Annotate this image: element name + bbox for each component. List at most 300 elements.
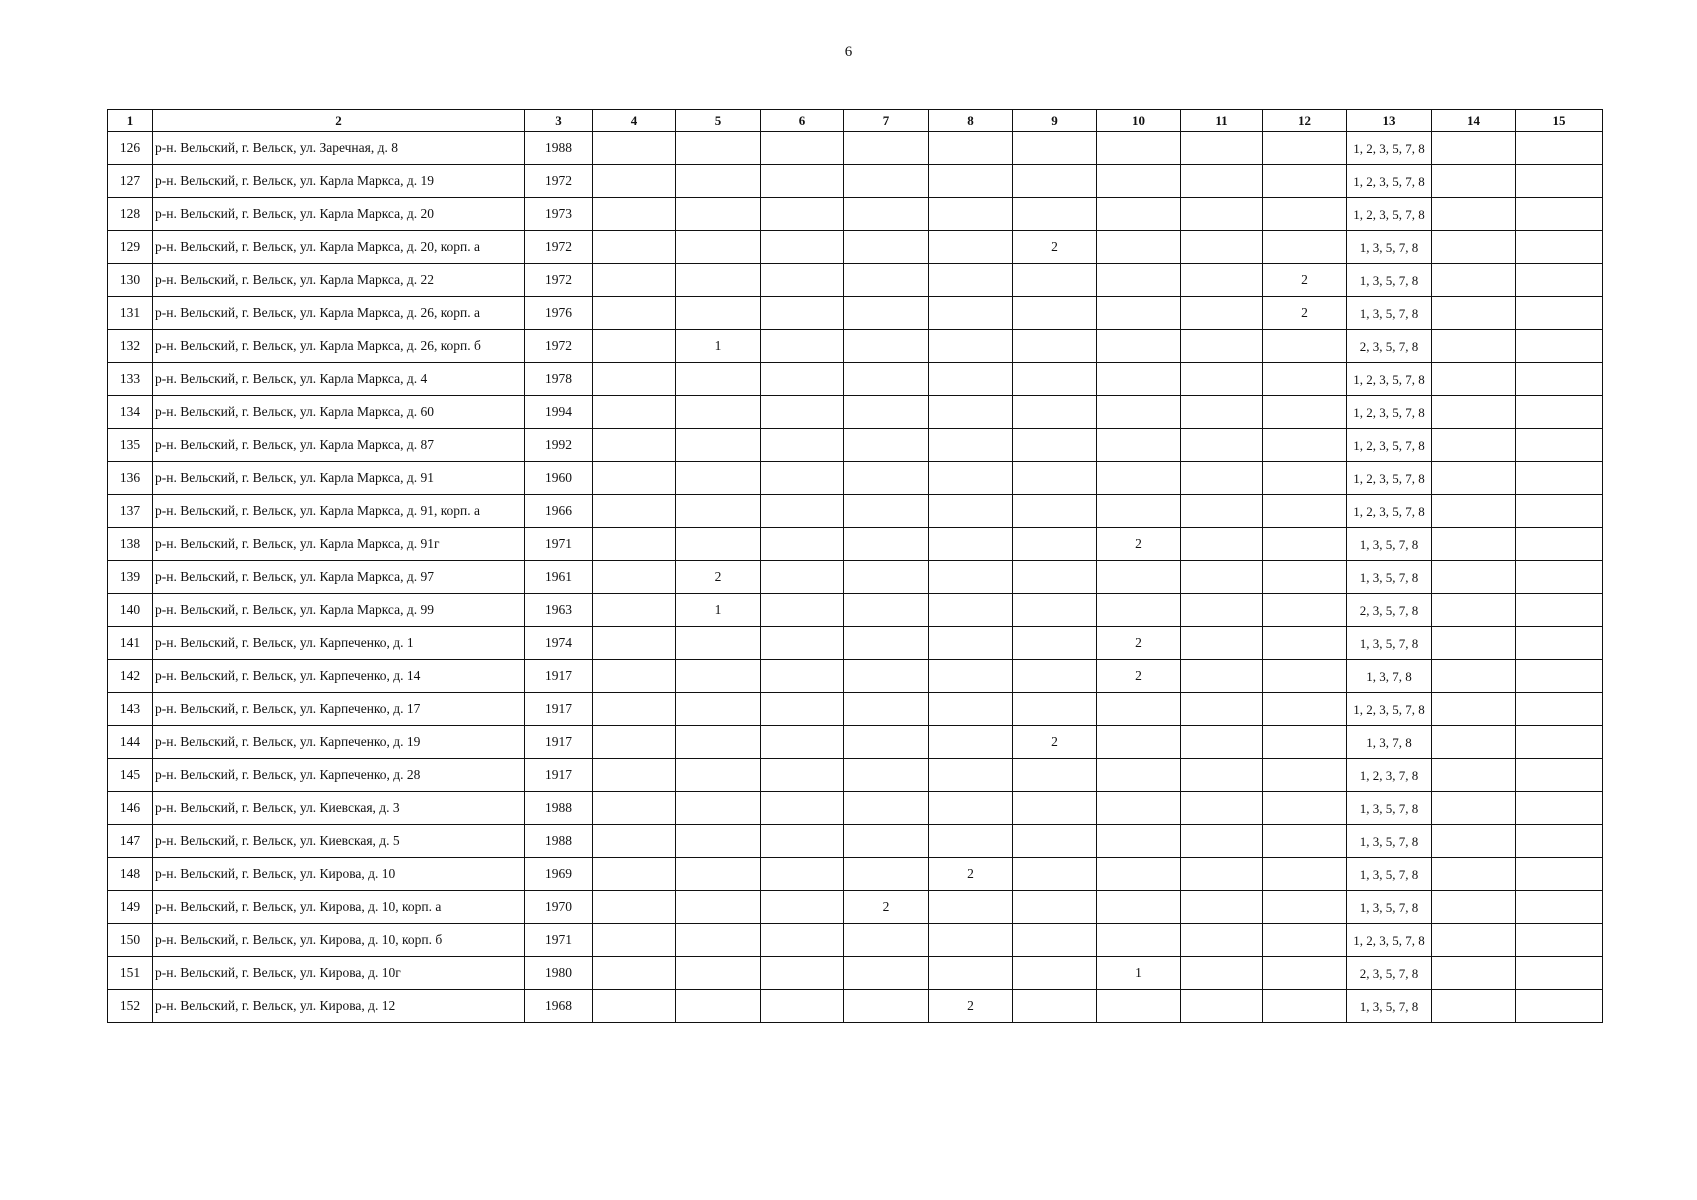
- row-number-cell: 152: [108, 990, 153, 1023]
- table-cell-col-14: [1432, 363, 1516, 396]
- table-cell-col-14: [1432, 561, 1516, 594]
- table-cell-col-6: [761, 825, 844, 858]
- table-cell-col-11: [1181, 924, 1263, 957]
- table-cell-col-6: [761, 132, 844, 165]
- year-cell: 1976: [525, 297, 593, 330]
- table-cell-col-12: [1263, 594, 1347, 627]
- row-number-cell: 135: [108, 429, 153, 462]
- table-row: [108, 429, 1603, 462]
- table-cell-col-10: [1097, 759, 1181, 792]
- table-cell-col-6: [761, 198, 844, 231]
- table-cell-col-7: [844, 627, 929, 660]
- table-cell-col-14: [1432, 660, 1516, 693]
- codes-cell: 1, 2, 3, 5, 7, 8: [1347, 396, 1432, 429]
- table-cell-col-11: [1181, 528, 1263, 561]
- column-header-6: 6: [761, 110, 844, 132]
- table-cell-col-11: [1181, 594, 1263, 627]
- table-cell-col-5: [676, 297, 761, 330]
- table-cell-col-8: [929, 363, 1013, 396]
- row-number-cell: 127: [108, 165, 153, 198]
- table-cell-col-7: [844, 330, 929, 363]
- table-cell-col-12: 2: [1263, 297, 1347, 330]
- table-cell-col-15: [1516, 660, 1603, 693]
- table-cell-col-5: [676, 990, 761, 1023]
- table-cell-col-6: [761, 924, 844, 957]
- year-cell: 1972: [525, 231, 593, 264]
- table-cell-col-7: [844, 462, 929, 495]
- address-cell: р-н. Вельский, г. Вельск, ул. Карла Маркса, д. 26, корп. а: [153, 297, 525, 330]
- table-row: [108, 231, 1603, 264]
- column-header-1: 1: [108, 110, 153, 132]
- table-cell-col-14: [1432, 825, 1516, 858]
- table-cell-col-9: [1013, 891, 1097, 924]
- table-cell-col-8: [929, 429, 1013, 462]
- table-cell-col-14: [1432, 594, 1516, 627]
- table-cell-col-6: [761, 594, 844, 627]
- table-cell-col-5: [676, 132, 761, 165]
- table-cell-col-7: [844, 429, 929, 462]
- table-cell-col-7: [844, 924, 929, 957]
- table-cell-col-9: [1013, 792, 1097, 825]
- table-cell-col-11: [1181, 396, 1263, 429]
- table-cell-col-12: [1263, 561, 1347, 594]
- table-cell-col-5: [676, 165, 761, 198]
- table-cell-col-5: [676, 891, 761, 924]
- row-number-cell: 148: [108, 858, 153, 891]
- table-cell-col-9: [1013, 462, 1097, 495]
- table-row: [108, 165, 1603, 198]
- address-cell: р-н. Вельский, г. Вельск, ул. Кирова, д. 10, корп. а: [153, 891, 525, 924]
- table-cell-col-12: [1263, 198, 1347, 231]
- table-cell-col-12: [1263, 528, 1347, 561]
- table-cell-col-12: [1263, 660, 1347, 693]
- table-cell-col-15: [1516, 528, 1603, 561]
- table-cell-col-12: [1263, 231, 1347, 264]
- table-cell-col-14: [1432, 462, 1516, 495]
- table-cell-col-14: [1432, 495, 1516, 528]
- table-cell-col-12: [1263, 165, 1347, 198]
- address-cell: р-н. Вельский, г. Вельск, ул. Карла Маркса, д. 20: [153, 198, 525, 231]
- table-cell-col-15: [1516, 231, 1603, 264]
- codes-cell: 2, 3, 5, 7, 8: [1347, 330, 1432, 363]
- codes-cell: 1, 2, 3, 5, 7, 8: [1347, 429, 1432, 462]
- table-cell-col-5: [676, 462, 761, 495]
- table-cell-col-8: [929, 627, 1013, 660]
- codes-cell: 1, 2, 3, 5, 7, 8: [1347, 132, 1432, 165]
- address-cell: р-н. Вельский, г. Вельск, ул. Карла Маркса, д. 91г: [153, 528, 525, 561]
- table-cell-col-15: [1516, 165, 1603, 198]
- table-cell-col-10: [1097, 924, 1181, 957]
- table-cell-col-8: [929, 231, 1013, 264]
- table-cell-col-10: [1097, 825, 1181, 858]
- table-cell-col-12: [1263, 693, 1347, 726]
- table-cell-col-6: [761, 792, 844, 825]
- table-cell-col-7: [844, 231, 929, 264]
- table-cell-col-5: 1: [676, 594, 761, 627]
- table-cell-col-9: [1013, 495, 1097, 528]
- year-cell: 1972: [525, 264, 593, 297]
- table-cell-col-15: [1516, 363, 1603, 396]
- table-cell-col-14: [1432, 726, 1516, 759]
- row-number-cell: 142: [108, 660, 153, 693]
- table-cell-col-7: [844, 990, 929, 1023]
- year-cell: 1971: [525, 528, 593, 561]
- table-cell-col-8: [929, 528, 1013, 561]
- table-cell-col-14: [1432, 198, 1516, 231]
- table-cell-col-4: [593, 792, 676, 825]
- table-cell-col-15: [1516, 561, 1603, 594]
- address-cell: р-н. Вельский, г. Вельск, ул. Карпеченко, д. 17: [153, 693, 525, 726]
- table-row: [108, 924, 1603, 957]
- table-cell-col-15: [1516, 396, 1603, 429]
- table-cell-col-8: [929, 891, 1013, 924]
- table-cell-col-14: [1432, 990, 1516, 1023]
- codes-cell: 2, 3, 5, 7, 8: [1347, 594, 1432, 627]
- table-cell-col-14: [1432, 693, 1516, 726]
- table-cell-col-10: [1097, 231, 1181, 264]
- table-cell-col-7: [844, 726, 929, 759]
- table-cell-col-6: [761, 990, 844, 1023]
- table-cell-col-7: [844, 198, 929, 231]
- row-number-cell: 136: [108, 462, 153, 495]
- table-cell-col-6: [761, 891, 844, 924]
- codes-cell: 1, 3, 5, 7, 8: [1347, 990, 1432, 1023]
- table-row: [108, 825, 1603, 858]
- address-cell: р-н. Вельский, г. Вельск, ул. Кирова, д. 12: [153, 990, 525, 1023]
- table-cell-col-15: [1516, 429, 1603, 462]
- table-cell-col-10: 2: [1097, 528, 1181, 561]
- year-cell: 1917: [525, 759, 593, 792]
- row-number-cell: 150: [108, 924, 153, 957]
- row-number-cell: 149: [108, 891, 153, 924]
- address-cell: р-н. Вельский, г. Вельск, ул. Карпеченко, д. 19: [153, 726, 525, 759]
- table-cell-col-14: [1432, 792, 1516, 825]
- table-cell-col-6: [761, 396, 844, 429]
- table-cell-col-9: [1013, 924, 1097, 957]
- table-cell-col-6: [761, 297, 844, 330]
- table-cell-col-8: [929, 726, 1013, 759]
- codes-cell: 1, 3, 5, 7, 8: [1347, 891, 1432, 924]
- year-cell: 1973: [525, 198, 593, 231]
- table-cell-col-12: [1263, 924, 1347, 957]
- address-cell: р-н. Вельский, г. Вельск, ул. Киевская, д. 5: [153, 825, 525, 858]
- table-cell-col-11: [1181, 792, 1263, 825]
- table-cell-col-10: [1097, 693, 1181, 726]
- table-row: [108, 990, 1603, 1023]
- table-cell-col-9: [1013, 858, 1097, 891]
- table-cell-col-9: [1013, 165, 1097, 198]
- table-cell-col-9: [1013, 528, 1097, 561]
- codes-cell: 1, 3, 5, 7, 8: [1347, 528, 1432, 561]
- table-cell-col-5: [676, 759, 761, 792]
- table-cell-col-15: [1516, 726, 1603, 759]
- table-cell-col-14: [1432, 429, 1516, 462]
- table-cell-col-5: [676, 627, 761, 660]
- table-cell-col-4: [593, 528, 676, 561]
- table-cell-col-12: [1263, 990, 1347, 1023]
- codes-cell: 1, 2, 3, 5, 7, 8: [1347, 495, 1432, 528]
- table-cell-col-8: [929, 462, 1013, 495]
- table-cell-col-7: [844, 660, 929, 693]
- row-number-cell: 126: [108, 132, 153, 165]
- codes-cell: 1, 3, 5, 7, 8: [1347, 627, 1432, 660]
- table-row: [108, 693, 1603, 726]
- table-cell-col-4: [593, 363, 676, 396]
- table-cell-col-12: [1263, 858, 1347, 891]
- table-cell-col-5: [676, 825, 761, 858]
- address-cell: р-н. Вельский, г. Вельск, ул. Кирова, д. 10г: [153, 957, 525, 990]
- table-cell-col-9: [1013, 561, 1097, 594]
- table-row: [108, 330, 1603, 363]
- table-cell-col-6: [761, 165, 844, 198]
- table-cell-col-15: [1516, 132, 1603, 165]
- table-row: [108, 858, 1603, 891]
- table-cell-col-4: [593, 330, 676, 363]
- codes-cell: 1, 3, 5, 7, 8: [1347, 858, 1432, 891]
- table-cell-col-11: [1181, 957, 1263, 990]
- table-cell-col-5: [676, 231, 761, 264]
- table-cell-col-11: [1181, 891, 1263, 924]
- codes-cell: 1, 2, 3, 5, 7, 8: [1347, 363, 1432, 396]
- table-cell-col-15: [1516, 759, 1603, 792]
- table-cell-col-15: [1516, 858, 1603, 891]
- table-cell-col-12: [1263, 726, 1347, 759]
- column-header-11: 11: [1181, 110, 1263, 132]
- table-cell-col-14: [1432, 759, 1516, 792]
- table-cell-col-8: [929, 792, 1013, 825]
- column-header-8: 8: [929, 110, 1013, 132]
- table-cell-col-4: [593, 495, 676, 528]
- table-cell-col-4: [593, 198, 676, 231]
- table-cell-col-8: [929, 297, 1013, 330]
- year-cell: 1917: [525, 693, 593, 726]
- column-header-12: 12: [1263, 110, 1347, 132]
- table-cell-col-6: [761, 495, 844, 528]
- codes-cell: 1, 2, 3, 7, 8: [1347, 759, 1432, 792]
- table-cell-col-14: [1432, 330, 1516, 363]
- table-cell-col-10: [1097, 330, 1181, 363]
- table-cell-col-10: [1097, 165, 1181, 198]
- column-header-9: 9: [1013, 110, 1097, 132]
- table-cell-col-5: [676, 198, 761, 231]
- table-cell-col-9: [1013, 363, 1097, 396]
- table-cell-col-11: [1181, 660, 1263, 693]
- table-row: [108, 297, 1603, 330]
- year-cell: 1968: [525, 990, 593, 1023]
- row-number-cell: 141: [108, 627, 153, 660]
- table-cell-col-4: [593, 990, 676, 1023]
- year-cell: 1963: [525, 594, 593, 627]
- table-cell-col-4: [593, 957, 676, 990]
- table-cell-col-10: [1097, 495, 1181, 528]
- table-cell-col-7: [844, 792, 929, 825]
- page-number: 6: [844, 44, 853, 60]
- table-cell-col-8: 2: [929, 990, 1013, 1023]
- address-cell: р-н. Вельский, г. Вельск, ул. Карла Маркса, д. 87: [153, 429, 525, 462]
- table-cell-col-6: [761, 957, 844, 990]
- year-cell: 1988: [525, 825, 593, 858]
- row-number-cell: 138: [108, 528, 153, 561]
- table-cell-col-9: [1013, 132, 1097, 165]
- table-cell-col-12: [1263, 792, 1347, 825]
- address-cell: р-н. Вельский, г. Вельск, ул. Карпеченко, д. 1: [153, 627, 525, 660]
- table-cell-col-4: [593, 891, 676, 924]
- table-cell-col-5: [676, 792, 761, 825]
- table-cell-col-15: [1516, 198, 1603, 231]
- table-cell-col-10: [1097, 198, 1181, 231]
- row-number-cell: 128: [108, 198, 153, 231]
- table-cell-col-10: [1097, 297, 1181, 330]
- codes-cell: 1, 2, 3, 5, 7, 8: [1347, 462, 1432, 495]
- table-cell-col-11: [1181, 858, 1263, 891]
- table-cell-col-10: [1097, 561, 1181, 594]
- table-cell-col-9: [1013, 693, 1097, 726]
- year-cell: 1994: [525, 396, 593, 429]
- table-cell-col-7: [844, 594, 929, 627]
- table-cell-col-14: [1432, 132, 1516, 165]
- address-cell: р-н. Вельский, г. Вельск, ул. Карла Маркса, д. 19: [153, 165, 525, 198]
- table-row: [108, 495, 1603, 528]
- table-cell-col-11: [1181, 231, 1263, 264]
- column-header-7: 7: [844, 110, 929, 132]
- table-cell-col-10: [1097, 891, 1181, 924]
- table-cell-col-11: [1181, 990, 1263, 1023]
- address-cell: р-н. Вельский, г. Вельск, ул. Карла Маркса, д. 91, корп. а: [153, 495, 525, 528]
- column-header-4: 4: [593, 110, 676, 132]
- table-cell-col-11: [1181, 165, 1263, 198]
- table-cell-col-6: [761, 726, 844, 759]
- table-cell-col-10: [1097, 264, 1181, 297]
- table-cell-col-5: [676, 429, 761, 462]
- table-cell-col-11: [1181, 132, 1263, 165]
- row-number-cell: 132: [108, 330, 153, 363]
- table-cell-col-6: [761, 462, 844, 495]
- table-cell-col-6: [761, 660, 844, 693]
- table-cell-col-11: [1181, 363, 1263, 396]
- table-cell-col-9: 2: [1013, 726, 1097, 759]
- table-cell-col-7: [844, 759, 929, 792]
- year-cell: 1974: [525, 627, 593, 660]
- table-cell-col-7: [844, 264, 929, 297]
- table-cell-col-14: [1432, 396, 1516, 429]
- table-cell-col-12: [1263, 627, 1347, 660]
- table-cell-col-6: [761, 528, 844, 561]
- table-cell-col-5: [676, 264, 761, 297]
- table-cell-col-12: [1263, 825, 1347, 858]
- table-row: [108, 264, 1603, 297]
- table-cell-col-15: [1516, 693, 1603, 726]
- table-cell-col-12: [1263, 495, 1347, 528]
- column-header-5: 5: [676, 110, 761, 132]
- table-cell-col-7: [844, 132, 929, 165]
- table-cell-col-5: 1: [676, 330, 761, 363]
- table-header-row: [108, 110, 1603, 132]
- table-cell-col-10: [1097, 594, 1181, 627]
- table-cell-col-8: [929, 759, 1013, 792]
- codes-cell: 1, 3, 7, 8: [1347, 726, 1432, 759]
- address-cell: р-н. Вельский, г. Вельск, ул. Киевская, д. 3: [153, 792, 525, 825]
- codes-cell: 1, 3, 5, 7, 8: [1347, 231, 1432, 264]
- table-cell-col-5: [676, 693, 761, 726]
- table-row: [108, 792, 1603, 825]
- table-cell-col-12: [1263, 363, 1347, 396]
- table-cell-col-7: [844, 297, 929, 330]
- table-cell-col-8: [929, 693, 1013, 726]
- table-cell-col-11: [1181, 726, 1263, 759]
- row-number-cell: 129: [108, 231, 153, 264]
- table-cell-col-4: [593, 825, 676, 858]
- table-cell-col-14: [1432, 231, 1516, 264]
- table-row: [108, 363, 1603, 396]
- table-cell-col-4: [593, 594, 676, 627]
- table-row: [108, 660, 1603, 693]
- column-header-13: 13: [1347, 110, 1432, 132]
- table-cell-col-7: 2: [844, 891, 929, 924]
- codes-cell: 1, 3, 5, 7, 8: [1347, 792, 1432, 825]
- table-row: [108, 132, 1603, 165]
- table-cell-col-9: [1013, 825, 1097, 858]
- year-cell: 1972: [525, 330, 593, 363]
- table-row: [108, 726, 1603, 759]
- row-number-cell: 146: [108, 792, 153, 825]
- table-cell-col-5: [676, 363, 761, 396]
- codes-cell: 1, 2, 3, 5, 7, 8: [1347, 165, 1432, 198]
- table-cell-col-15: [1516, 957, 1603, 990]
- table-cell-col-15: [1516, 462, 1603, 495]
- year-cell: 1988: [525, 132, 593, 165]
- table-row: [108, 627, 1603, 660]
- table-cell-col-8: [929, 660, 1013, 693]
- table-cell-col-7: [844, 858, 929, 891]
- table-cell-col-10: [1097, 726, 1181, 759]
- table-cell-col-9: [1013, 264, 1097, 297]
- year-cell: 1961: [525, 561, 593, 594]
- table-cell-col-9: [1013, 594, 1097, 627]
- table-cell-col-4: [593, 132, 676, 165]
- row-number-cell: 139: [108, 561, 153, 594]
- codes-cell: 1, 2, 3, 5, 7, 8: [1347, 693, 1432, 726]
- table-cell-col-7: [844, 825, 929, 858]
- table-cell-col-10: [1097, 858, 1181, 891]
- table-cell-col-9: [1013, 396, 1097, 429]
- table-cell-col-4: [593, 231, 676, 264]
- table-cell-col-11: [1181, 759, 1263, 792]
- table-row: [108, 561, 1603, 594]
- table-cell-col-14: [1432, 957, 1516, 990]
- table-cell-col-4: [593, 297, 676, 330]
- table-cell-col-6: [761, 858, 844, 891]
- table-row: [108, 891, 1603, 924]
- row-number-cell: 147: [108, 825, 153, 858]
- address-cell: р-н. Вельский, г. Вельск, ул. Карла Маркса, д. 99: [153, 594, 525, 627]
- table-cell-col-9: [1013, 627, 1097, 660]
- table-row: [108, 198, 1603, 231]
- address-cell: р-н. Вельский, г. Вельск, ул. Карла Маркса, д. 97: [153, 561, 525, 594]
- row-number-cell: 133: [108, 363, 153, 396]
- table-cell-col-5: [676, 528, 761, 561]
- address-cell: р-н. Вельский, г. Вельск, ул. Карла Маркса, д. 22: [153, 264, 525, 297]
- year-cell: 1992: [525, 429, 593, 462]
- table-cell-col-11: [1181, 429, 1263, 462]
- table-cell-col-4: [593, 462, 676, 495]
- table-cell-col-4: [593, 165, 676, 198]
- codes-cell: 1, 3, 7, 8: [1347, 660, 1432, 693]
- table-cell-col-10: 2: [1097, 660, 1181, 693]
- table-cell-col-4: [593, 924, 676, 957]
- address-cell: р-н. Вельский, г. Вельск, ул. Кирова, д. 10: [153, 858, 525, 891]
- table-cell-col-12: [1263, 462, 1347, 495]
- housing-registry-table: [107, 109, 1603, 1023]
